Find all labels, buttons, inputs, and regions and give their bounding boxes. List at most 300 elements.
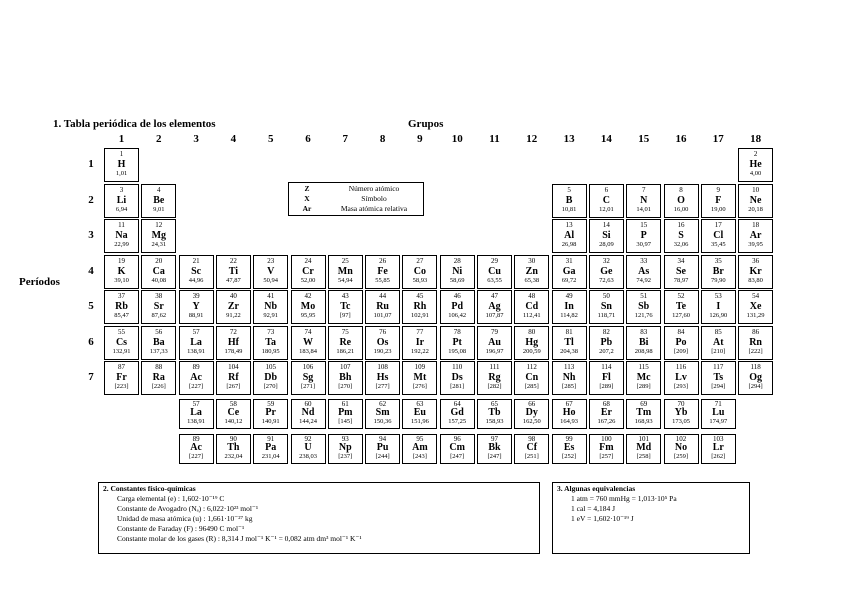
atomic-number: 91 <box>267 435 275 443</box>
atomic-mass: 183,84 <box>299 347 317 355</box>
element-symbol: Sb <box>638 301 650 312</box>
atomic-mass: 95,95 <box>300 312 316 319</box>
atomic-number: 89 <box>192 435 200 443</box>
element-symbol: S <box>678 230 684 241</box>
atomic-mass: 26,98 <box>561 241 577 248</box>
element-cell-er <box>589 399 624 429</box>
atomic-mass: 44,96 <box>188 276 204 284</box>
element-cell-y <box>179 290 214 324</box>
element-cell-hs <box>365 361 400 395</box>
element-cell-v <box>253 255 288 289</box>
element-symbol: Og <box>749 372 762 383</box>
atomic-mass: 190,23 <box>373 347 392 355</box>
element-symbol: Fm <box>599 442 614 453</box>
element-cell-u <box>291 434 326 464</box>
atomic-mass: 4,00 <box>749 170 762 177</box>
atomic-number: 44 <box>379 292 387 300</box>
element-cell-yb <box>664 399 699 429</box>
constants-title: 2. Constantes físico-químicas <box>103 484 196 493</box>
atomic-number: 50 <box>602 292 610 300</box>
element-symbol: Mc <box>636 372 651 383</box>
constant-line: Carga elemental (e) : 1,602·10⁻¹⁹ C <box>117 494 225 503</box>
group-number: 7 <box>342 133 349 145</box>
group-number: 1 <box>118 133 125 145</box>
atomic-number: 39 <box>192 292 200 300</box>
atomic-number: 89 <box>192 363 200 371</box>
element-cell-li <box>104 184 139 218</box>
atomic-mass: 173,05 <box>672 418 690 425</box>
atomic-number: 19 <box>118 256 125 265</box>
atomic-number: 82 <box>602 327 610 336</box>
element-cell-ar <box>738 219 773 253</box>
atomic-mass: [227] <box>189 383 204 390</box>
element-symbol: Tl <box>564 336 574 348</box>
atomic-number: 14 <box>602 221 610 229</box>
atomic-mass: 101,07 <box>373 312 392 319</box>
atomic-number: 49 <box>565 292 573 300</box>
element-cell-sb <box>626 290 661 324</box>
element-cell-te <box>664 290 699 324</box>
atomic-mass: 63,55 <box>487 276 502 284</box>
element-symbol: Ca <box>152 265 165 277</box>
atomic-number: 110 <box>452 363 463 371</box>
atomic-number: 81 <box>565 327 573 336</box>
element-cell-ag <box>477 290 512 324</box>
element-symbol: Na <box>115 230 128 241</box>
atomic-number: 118 <box>750 363 761 371</box>
element-symbol: Ge <box>600 265 613 277</box>
groups-title: Grupos <box>408 118 444 130</box>
atomic-mass: 79,90 <box>710 276 726 284</box>
atomic-number: 73 <box>267 327 275 336</box>
atomic-mass: 74,92 <box>636 276 651 284</box>
element-cell-mc <box>626 361 661 395</box>
group-number: 3 <box>193 133 199 145</box>
atomic-number: 8 <box>679 185 683 194</box>
legend-x-label: Símbolo <box>361 194 387 203</box>
element-symbol: Ti <box>228 265 239 277</box>
element-symbol: U <box>304 442 312 453</box>
element-cell-fe <box>365 255 400 289</box>
element-cell-sc <box>179 255 214 289</box>
atomic-mass: 39,95 <box>748 241 763 248</box>
element-cell-sr <box>141 290 176 324</box>
period-number: 1 <box>88 158 94 170</box>
element-symbol: Tc <box>340 301 351 312</box>
element-symbol: H <box>117 159 126 170</box>
atomic-mass: 30,97 <box>636 241 651 248</box>
atomic-number: 98 <box>528 435 536 443</box>
atomic-mass: [294] <box>748 383 763 390</box>
element-symbol: Rb <box>115 301 128 312</box>
period-number: 6 <box>88 335 94 348</box>
atomic-number: 21 <box>192 256 200 265</box>
element-symbol: Dy <box>525 407 538 418</box>
atomic-mass: [222] <box>748 347 763 355</box>
atomic-number: 80 <box>528 327 536 336</box>
element-symbol: La <box>190 336 202 348</box>
atomic-number: 41 <box>267 292 275 300</box>
atomic-number: 104 <box>228 363 239 371</box>
element-symbol: Bh <box>339 372 352 383</box>
atomic-mass: 162,50 <box>522 418 541 425</box>
element-symbol: Ru <box>376 301 389 312</box>
element-cell-mg <box>141 219 176 253</box>
element-cell-h <box>104 148 139 182</box>
element-cell-ir <box>402 326 437 360</box>
atomic-number: 5 <box>567 185 571 194</box>
atomic-number: 1 <box>119 150 124 158</box>
period-number: 7 <box>88 371 94 383</box>
element-cell-ca <box>141 255 176 289</box>
element-cell-in <box>552 290 587 324</box>
atomic-number: 40 <box>229 292 237 300</box>
element-symbol: Am <box>412 442 428 453</box>
element-symbol: Se <box>676 265 686 277</box>
atomic-mass: [267] <box>226 383 241 390</box>
constant-line: Unidad de masa atómica (u) : 1,661·10⁻²⁷ kg <box>117 514 253 523</box>
element-symbol: Xe <box>749 301 762 312</box>
atomic-mass: [293] <box>673 383 689 390</box>
element-symbol: Cs <box>115 336 128 348</box>
atomic-number: 60 <box>304 400 312 408</box>
group-number: 5 <box>267 133 274 145</box>
atomic-mass: [294] <box>711 383 726 390</box>
element-cell-po <box>664 326 699 360</box>
element-symbol: Nd <box>301 407 315 418</box>
element-cell-tm <box>626 399 661 429</box>
element-symbol: Br <box>712 265 724 277</box>
atomic-mass: 83,80 <box>748 276 763 284</box>
atomic-number: 17 <box>714 221 722 229</box>
element-symbol: Os <box>376 336 389 348</box>
equivalence-line: 1 cal = 4,184 J <box>571 504 616 513</box>
element-cell-lu <box>701 399 736 429</box>
atomic-number: 52 <box>677 292 685 300</box>
atomic-number: 67 <box>565 400 573 408</box>
period-number: 3 <box>88 229 94 241</box>
element-symbol: B <box>565 194 573 206</box>
atomic-number: 15 <box>640 221 648 229</box>
element-cell-k <box>104 255 139 289</box>
atomic-mass: 72,63 <box>599 276 614 284</box>
atomic-number: 35 <box>714 256 722 265</box>
element-cell-au <box>477 326 512 360</box>
atomic-mass: 52,00 <box>300 276 316 284</box>
element-cell-cf <box>514 434 549 464</box>
atomic-mass: 118,71 <box>597 312 616 319</box>
atomic-number: 88 <box>155 363 163 371</box>
constants-box <box>98 482 540 554</box>
element-cell-sg <box>291 361 326 395</box>
atomic-mass: [247] <box>487 453 502 460</box>
equivalence-line: 1 atm = 760 mmHg = 1,013·10⁵ Pa <box>571 494 677 503</box>
element-symbol: Lr <box>712 442 724 453</box>
element-symbol: Sm <box>375 407 390 418</box>
element-symbol: Y <box>192 301 200 312</box>
atomic-mass: 140,91 <box>261 418 280 425</box>
atomic-number: 57 <box>192 400 200 408</box>
element-cell-ne <box>738 184 773 218</box>
atomic-number: 106 <box>302 363 314 371</box>
element-cell-pd <box>440 290 475 324</box>
element-symbol: Tm <box>636 407 652 418</box>
element-cell-fr <box>104 361 139 395</box>
atomic-mass: 231,04 <box>261 453 280 460</box>
atomic-number: 13 <box>565 221 573 229</box>
atomic-number: 61 <box>341 400 349 408</box>
element-cell-pb <box>589 326 624 360</box>
element-cell-tl <box>552 326 587 360</box>
atomic-number: 32 <box>602 256 610 265</box>
atomic-number: 16 <box>677 221 685 229</box>
atomic-number: 103 <box>713 435 724 443</box>
atomic-number: 102 <box>675 435 687 443</box>
element-cell-n <box>626 184 661 218</box>
element-cell-zr <box>216 290 251 324</box>
element-symbol: Np <box>338 442 352 453</box>
atomic-mass: 131,29 <box>746 312 765 319</box>
atomic-mass: 107,87 <box>485 312 504 319</box>
atomic-number: 59 <box>267 400 275 408</box>
element-symbol: Ce <box>227 407 240 418</box>
atomic-mass: [145] <box>338 418 353 425</box>
element-cell-as <box>626 255 661 289</box>
atomic-number: 51 <box>640 292 648 300</box>
atomic-number: 12 <box>155 221 163 229</box>
element-symbol: Cu <box>488 265 501 277</box>
atomic-mass: 20,18 <box>748 205 763 213</box>
atomic-number: 37 <box>118 292 125 300</box>
element-symbol: Ar <box>749 230 762 241</box>
element-symbol: Ba <box>152 336 165 348</box>
atomic-number: 10 <box>752 185 760 194</box>
period-number: 5 <box>88 300 94 312</box>
atomic-number: 76 <box>379 327 387 336</box>
atomic-number: 92 <box>304 435 312 443</box>
atomic-mass: [270] <box>263 383 278 390</box>
element-cell-la <box>179 326 214 360</box>
element-symbol: Sr <box>153 301 164 312</box>
element-cell-p <box>626 219 661 253</box>
element-symbol: Pd <box>451 301 464 312</box>
atomic-mass: 192,22 <box>410 347 429 355</box>
element-cell-ta <box>253 326 288 360</box>
element-symbol: Er <box>600 407 612 418</box>
element-symbol: Ts <box>713 372 724 383</box>
atomic-mass: 12,01 <box>599 205 614 213</box>
element-cell-cm <box>440 434 475 464</box>
atomic-mass: 16,00 <box>673 205 689 213</box>
atomic-mass: [247] <box>450 453 465 460</box>
atomic-mass: [262] <box>711 453 726 460</box>
equivalence-line: 1 eV = 1,602·10⁻¹⁹ J <box>571 514 634 523</box>
element-cell-es <box>552 434 587 464</box>
element-symbol: N <box>640 194 648 206</box>
element-cell-at <box>701 326 736 360</box>
element-symbol: Hf <box>227 336 239 348</box>
atomic-number: 25 <box>341 256 349 265</box>
atomic-mass: 54,94 <box>337 276 353 284</box>
atomic-number: 111 <box>489 363 500 371</box>
atomic-number: 96 <box>453 435 461 443</box>
element-cell-ac <box>179 434 214 464</box>
legend-row-ar <box>289 204 423 214</box>
element-symbol: Ra <box>152 372 165 383</box>
element-cell-pm <box>328 399 363 429</box>
atomic-number: 90 <box>229 435 237 443</box>
atomic-mass: 180,95 <box>261 347 280 355</box>
periods-title: Períodos <box>19 276 60 288</box>
legend-z-label: Número atómico <box>348 184 400 193</box>
period-number: 2 <box>88 193 94 206</box>
atomic-mass: [270] <box>338 383 353 390</box>
atomic-mass: 85,47 <box>114 312 129 319</box>
atomic-number: 3 <box>119 185 124 194</box>
element-symbol: Rn <box>749 336 762 348</box>
element-cell-cd <box>514 290 549 324</box>
element-symbol: Rh <box>413 301 427 312</box>
element-symbol: No <box>674 442 688 453</box>
element-symbol: Nh <box>562 372 576 383</box>
group-number: 9 <box>417 133 423 145</box>
element-cell-w <box>291 326 326 360</box>
element-symbol: La <box>190 407 202 418</box>
element-symbol: Ne <box>749 194 762 206</box>
atomic-mass: [252] <box>562 453 577 460</box>
element-cell-gd <box>440 399 475 429</box>
element-cell-cr <box>291 255 326 289</box>
legend-x-key: X <box>304 194 310 203</box>
atomic-mass: 174,97 <box>709 418 728 425</box>
element-cell-db <box>253 361 288 395</box>
atomic-mass: [282] <box>487 383 502 390</box>
atomic-mass: 22,99 <box>114 241 129 248</box>
element-symbol: He <box>749 159 762 170</box>
atomic-number: 87 <box>118 363 125 371</box>
element-symbol: Ga <box>562 265 576 277</box>
element-cell-ru <box>365 290 400 324</box>
element-symbol: Pa <box>265 442 277 453</box>
atomic-mass: [285] <box>524 383 539 390</box>
element-cell-tc <box>328 290 363 324</box>
atomic-number: 75 <box>341 327 349 336</box>
element-symbol: Be <box>153 194 165 206</box>
atomic-mass: 127,60 <box>672 312 690 319</box>
atomic-mass: 112,41 <box>522 312 541 319</box>
atomic-number: 26 <box>379 256 387 265</box>
atomic-mass: 91,22 <box>226 312 241 319</box>
element-symbol: Cr <box>302 265 314 277</box>
group-number: 15 <box>638 133 650 145</box>
group-number: 18 <box>750 133 762 145</box>
atomic-number: 68 <box>602 400 610 408</box>
atomic-mass: 39,10 <box>114 276 129 284</box>
element-cell-nb <box>253 290 288 324</box>
element-symbol: Fl <box>601 372 611 383</box>
element-cell-rg <box>477 361 512 395</box>
atomic-number: 63 <box>416 400 424 408</box>
atomic-number: 55 <box>118 327 125 336</box>
atomic-mass: 50,94 <box>263 276 278 284</box>
element-cell-ce <box>216 399 251 429</box>
atomic-mass: [244] <box>375 453 390 460</box>
atomic-number: 84 <box>677 327 685 336</box>
element-cell-am <box>402 434 437 464</box>
legend-ar-label: Masa atómica relativa <box>340 204 408 213</box>
group-number: 2 <box>156 133 162 145</box>
atomic-mass: 167,26 <box>597 418 616 425</box>
atomic-mass: 178,49 <box>224 347 243 355</box>
atomic-mass: 58,93 <box>412 276 428 284</box>
element-cell-dy <box>514 399 549 429</box>
element-symbol: Cl <box>713 230 724 241</box>
atomic-mass: 157,25 <box>448 418 467 425</box>
element-symbol: Ir <box>415 336 425 348</box>
atomic-number: 70 <box>677 400 685 408</box>
element-symbol: Bk <box>488 442 501 453</box>
atomic-number: 18 <box>752 221 760 229</box>
atomic-mass: 10,81 <box>561 205 577 213</box>
atomic-number: 78 <box>453 327 461 336</box>
element-symbol: Bi <box>638 336 649 348</box>
element-symbol: K <box>117 265 126 277</box>
atomic-number: 58 <box>229 400 237 408</box>
element-cell-lr <box>701 434 736 464</box>
element-symbol: I <box>716 301 721 312</box>
legend-ar-key: Ar <box>302 204 312 213</box>
element-symbol: V <box>267 265 275 277</box>
atomic-number: 36 <box>752 256 760 265</box>
atomic-mass: 151,96 <box>410 418 429 425</box>
atomic-mass: [209] <box>673 347 689 355</box>
element-symbol: Sn <box>600 301 612 312</box>
element-symbol: Mn <box>337 265 353 277</box>
atomic-mass: 150,36 <box>373 418 392 425</box>
element-symbol: Hg <box>525 336 539 348</box>
element-cell-o <box>664 184 699 218</box>
atomic-number: 20 <box>155 256 163 265</box>
equivalences-box <box>552 482 750 554</box>
element-cell-mo <box>291 290 326 324</box>
element-symbol: Eu <box>413 407 426 418</box>
element-cell-ni <box>440 255 475 289</box>
group-number: 16 <box>675 133 687 145</box>
atomic-mass: 55,85 <box>375 276 390 284</box>
element-cell-ti <box>216 255 251 289</box>
atomic-number: 47 <box>491 292 498 300</box>
atomic-number: 71 <box>714 400 722 408</box>
atomic-mass: 204,38 <box>560 347 579 355</box>
element-symbol: Es <box>563 442 575 453</box>
element-cell-fm <box>589 434 624 464</box>
element-symbol: Yb <box>674 407 688 418</box>
atomic-mass: 14,01 <box>636 205 651 213</box>
element-cell-be <box>141 184 176 218</box>
atomic-number: 30 <box>528 256 536 265</box>
element-symbol: W <box>303 336 313 348</box>
element-symbol: C <box>602 194 610 206</box>
element-cell-la <box>179 399 214 429</box>
atomic-number: 56 <box>155 327 163 336</box>
atomic-number: 77 <box>416 327 424 336</box>
atomic-mass: 58,69 <box>449 276 465 284</box>
group-number: 6 <box>305 133 311 145</box>
atomic-mass: [289] <box>599 383 614 390</box>
atomic-mass: 106,42 <box>448 312 467 319</box>
constant-line: Constante molar de los gases (R) : 8,314 J mol⁻¹ K⁻¹ = 0,082 atm dm³ mol⁻¹ K⁻¹ <box>117 534 362 543</box>
element-symbol: O <box>677 194 685 206</box>
